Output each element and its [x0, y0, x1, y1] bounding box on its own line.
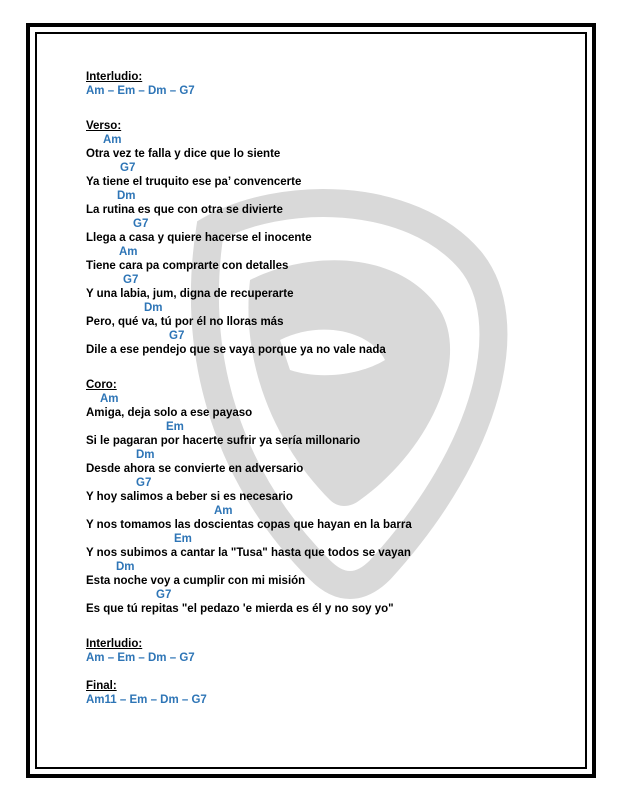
section-heading-verso: Verso: — [86, 120, 122, 132]
chord-label: Em — [174, 533, 192, 545]
chord-progression: Am – Em – Dm – G7 — [86, 652, 195, 664]
lyrics-sheet — [86, 70, 566, 707]
chord-label: Am — [119, 246, 138, 258]
lyric-line: Y una labia, jum, digna de recuperarte — [86, 288, 294, 300]
chord-label: Am — [100, 393, 119, 405]
section-heading-coro: Coro: — [86, 379, 117, 391]
chord-label: Em — [166, 421, 184, 433]
chord-label: Dm — [136, 449, 155, 461]
lyric-line: Es que tú repitas "el pedazo 'e mierda es él y no soy yo" — [86, 603, 394, 615]
chord-label: Am — [103, 134, 122, 146]
chord-label: G7 — [169, 330, 185, 342]
chord-label: G7 — [120, 162, 136, 174]
lyric-line: La rutina es que con otra se divierte — [86, 204, 283, 216]
section-heading-interludio: Interludio: — [86, 71, 143, 83]
chord-label: Am — [214, 505, 233, 517]
chord-label: G7 — [156, 589, 172, 601]
chord-label: G7 — [136, 477, 152, 489]
lyric-line: Pero, qué va, tú por él no lloras más — [86, 316, 284, 328]
lyric-line: Y hoy salimos a beber si es necesario — [86, 491, 293, 503]
lyric-line: Otra vez te falla y dice que lo siente — [86, 148, 281, 160]
lyric-line: Amiga, deja solo a ese payaso — [86, 407, 253, 419]
chord-label: Dm — [144, 302, 163, 314]
lyric-line: Y nos tomamos las doscientas copas que hayan en la barra — [86, 519, 412, 531]
lyric-line: Tiene cara pa comprarte con detalles — [86, 260, 289, 272]
lyric-line: Desde ahora se convierte en adversario — [86, 463, 304, 475]
section-heading-interludio: Interludio: — [86, 638, 143, 650]
section-heading-final: Final: — [86, 680, 117, 692]
chord-label: Dm — [117, 190, 136, 202]
chord-progression: Am11 – Em – Dm – G7 — [86, 694, 207, 706]
chord-progression: Am – Em – Dm – G7 — [86, 85, 195, 97]
lyric-line: Si le pagaran por hacerte sufrir ya sería millonario — [86, 435, 361, 447]
chord-label: Dm — [116, 561, 135, 573]
lyric-line: Y nos subimos a cantar la "Tusa" hasta que todos se vayan — [86, 547, 411, 559]
chord-label: G7 — [133, 218, 149, 230]
chord-label: G7 — [123, 274, 139, 286]
lyric-line: Dile a ese pendejo que se vaya porque ya no vale nada — [86, 344, 386, 356]
lyric-line: Esta noche voy a cumplir con mi misión — [86, 575, 306, 587]
lyric-line: Ya tiene el truquito ese pa’ convencerte — [86, 176, 302, 188]
lyric-line: Llega a casa y quiere hacerse el inocente — [86, 232, 312, 244]
